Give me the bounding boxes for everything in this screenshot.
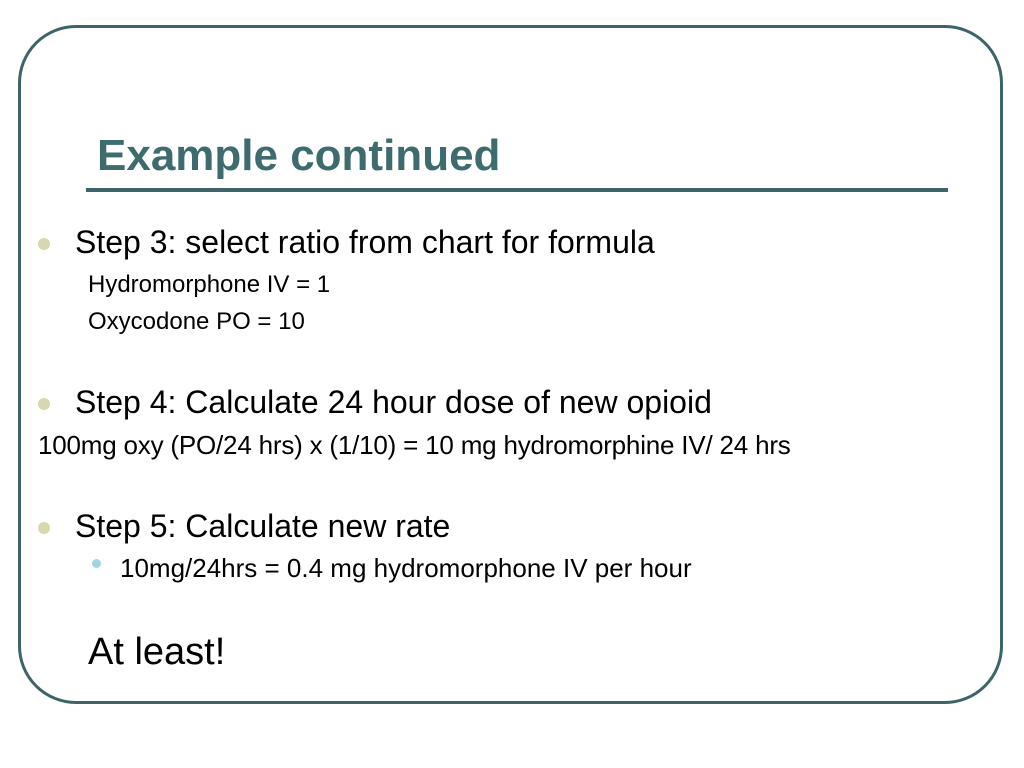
sub-bullet-dot-icon (92, 559, 101, 568)
step3-heading: Step 3: select ratio from chart for formula (75, 224, 655, 260)
bullet-dot-icon (38, 398, 50, 410)
step5-rate: 10mg/24hrs = 0.4 mg hydromorphone IV per hour (120, 553, 692, 583)
slide-title: Example continued (97, 131, 501, 180)
step3-ratio-oxycodone: Oxycodone PO = 10 (88, 308, 305, 335)
bullet-dot-icon (38, 522, 50, 534)
slide-frame (18, 25, 1003, 704)
step3-ratio-hydromorphone: Hydromorphone IV = 1 (88, 271, 331, 298)
title-underline (86, 188, 948, 192)
step4-calculation: 100mg oxy (PO/24 hrs) x (1/10) = 10 mg hydromorphine IV/ 24 hrs (38, 430, 791, 460)
closing-remark: At least! (88, 631, 226, 673)
step5-heading: Step 5: Calculate new rate (75, 508, 451, 544)
step4-heading: Step 4: Calculate 24 hour dose of new opioid (75, 384, 712, 420)
bullet-dot-icon (38, 238, 50, 250)
